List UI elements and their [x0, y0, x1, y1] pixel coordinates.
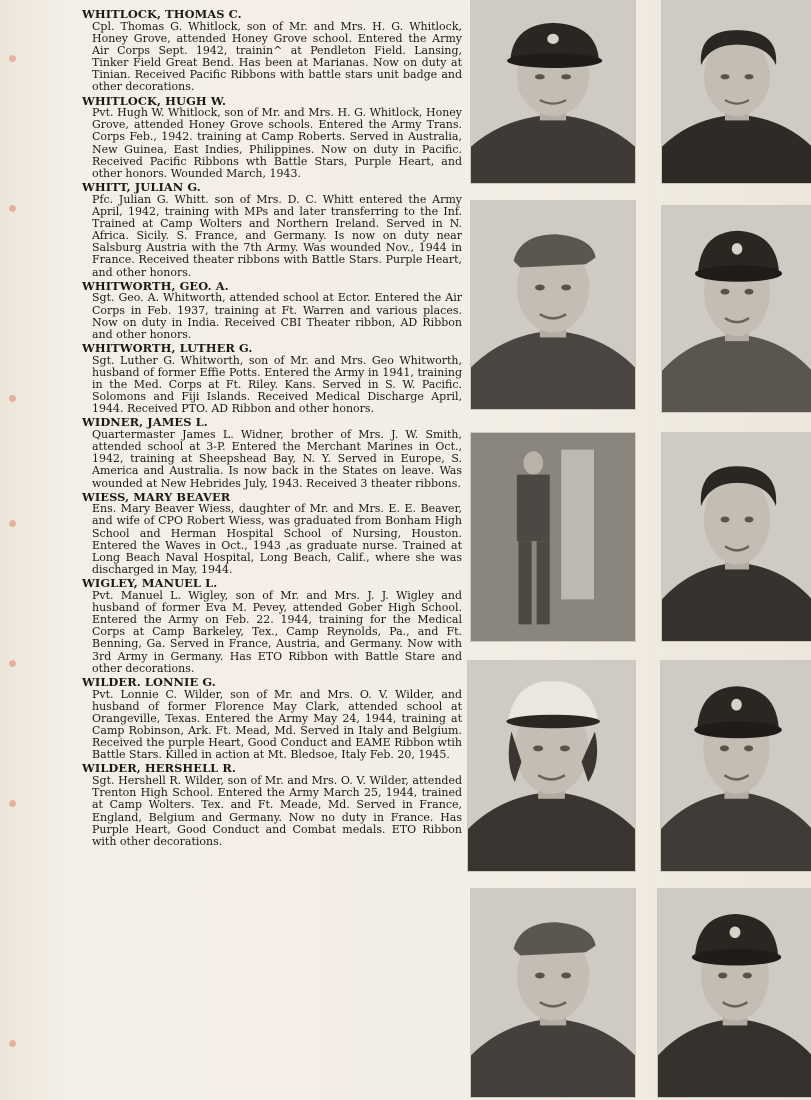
entry-text: Quartermaster James L. Widner, brother of Mrs. J. W. Smith, attended school at 3-P. Entered the Merchant Marines in Oct., 1942, training at Sheepshead Bay, N. Y. Served in Europe, S. America and Australia. Is now back in the States on leave. Was wounded at New Hebrides July, 1943. Received 3 theater ribbons.	[92, 427, 462, 490]
cap-insignia-shape	[731, 699, 742, 711]
entry-text: Pvt. Hugh W. Whitlock, son of Mr. and Mrs. H. G. Whitlock, Honey Grove, attended Honey Grove schools. Entered the Army Trans. Corps Feb., 1942. training at Camp Roberts. Served in Australia, New Guinea, East Indies, Philippines. Now on duty in Pacific. Received Pacific Ribbons wth Battle Stars, Purple Heart, and other honors. Wounded March, 1943.	[92, 106, 462, 180]
eye-shape	[721, 74, 730, 79]
head-shape	[523, 451, 543, 474]
portrait-whitt-julian	[470, 200, 636, 410]
biography-column	[82, 8, 462, 849]
nurse-cap-band-shape	[506, 715, 600, 728]
punch-hole	[9, 660, 16, 667]
cap-brim-shape	[692, 949, 781, 966]
eye-shape	[561, 74, 571, 79]
cap-brim-shape	[507, 53, 602, 68]
entry-text: Sgt. Luther G. Whitworth, son of Mr. and Mrs. Geo Whitworth, husband of former Effie Potts. Entered the Army in 1941, training in the Med. Corps at Ft. Riley. Kans. Served in S. W. Pacific. Solomons and Fiji Islands. Received Medical Discharge April, 1944. Received PTO. AD Ribbon and other honors.	[92, 353, 462, 416]
eye-shape	[535, 285, 545, 291]
portrait-image	[471, 1, 635, 183]
portrait-wigley-manuel	[660, 660, 811, 872]
portrait-image	[662, 433, 811, 641]
eye-shape	[560, 745, 570, 751]
entry-name: WHITLOCK, THOMAS C.	[82, 7, 242, 21]
entry-name: WILDER, HERSHELL R.	[82, 761, 236, 776]
portrait-wilder-hershell	[657, 888, 811, 1098]
eye-shape	[720, 745, 729, 751]
photo-background	[471, 433, 635, 641]
entry-whitworth-luther	[82, 342, 462, 415]
entry-whitt-julian	[82, 181, 462, 279]
cap-insignia-shape	[547, 34, 558, 44]
entry-name: WIDNER, JAMES L.	[82, 415, 208, 430]
entry-wigley-manuel	[82, 577, 462, 675]
portrait-image	[661, 661, 811, 871]
portrait-wiess-mary	[467, 660, 636, 872]
cap-brim-shape	[694, 721, 782, 738]
portrait-wilder-lonnie	[470, 888, 636, 1098]
entry-text: Ens. Mary Beaver Wiess, daughter of Mr. and Mrs. E. E. Beaver, and wife of CPO Robert Wiess, was graduated from Bonham High School and Herman Hospital School of Nursing, Houston. Entered the Waves in Oct., 1943 ,as graduate nurse. Trained at Long Beach Naval Hospital, Long Beach, Calif., where she was discharged in May, 1944.	[92, 502, 462, 577]
portrait-whitworth-luther	[470, 432, 636, 642]
entry-name: WIESS, MARY BEAVER	[82, 489, 231, 504]
eye-shape	[535, 74, 545, 79]
eye-shape	[721, 517, 730, 523]
entry-text: Cpl. Thomas G. Whitlock, son of Mr. and Mrs. H. G. Whitlock, Honey Grove, attended Honey Grove school. Entered the Army Air Corps Sept. 1942, trainin^ at Pendleton Field. Lansing, Tinker Field Great Bend. Has been at Marianas. Now on duty at Tinian. Received Pacific Ribbons with battle stars unit badge and other decorations.	[92, 19, 462, 94]
entry-name: WHITWORTH, GEO. A.	[82, 278, 229, 293]
punch-hole	[9, 205, 16, 212]
cap-insignia-shape	[732, 243, 743, 255]
entry-text: Pvt. Lonnie C. Wilder, son of Mr. and Mrs. O. V. Wilder, and husband of former Florence May Clark, attended school at Orangeville, Texas. Entered the Army May 24, 1944, training at Camp Robinson, Ark. Ft. Mead, Md. Served in Italy and Belgium. Received the purple Heart, Good Conduct and EAME Ribbon wtih Battle Stars. Killed in action at Mt. Bledsoe, Italy Feb. 20, 1945.	[92, 687, 462, 762]
eye-shape	[743, 973, 752, 979]
entry-text: Pfc. Julian G. Whitt. son of Mrs. D. C. Whitt entered the Army April, 1942, training with MPs and later transferring to the Inf. Trained at Camp Wolters and Northern Ireland. Served in N. Africa. Sicily. S. France, and Germany. Is now on duty near Salsburg Austria with the 7th Army. Was wounded Nov., 1944 in France. Received theater ribbons with Battle Stars. Purple Heart, and other honors.	[92, 192, 462, 279]
entry-wilder-lonnie	[82, 676, 462, 762]
entry-name: WHITWORTH, LUTHER G.	[82, 340, 253, 355]
trellis-shape	[561, 450, 594, 600]
portrait-image	[471, 201, 635, 409]
entry-whitworth-geo	[82, 280, 462, 341]
entry-widner-james	[82, 416, 462, 489]
entry-text: Sgt. Geo. A. Whitworth, attended school at Ector. Entered the Air Corps in Feb. 1937, training at Ft. Warren and various places. Now on duty in India. Received CBI Theater ribbon, AD Ribbon and other honors.	[92, 291, 462, 341]
entry-text: Sgt. Hershell R. Wilder, son of Mr. and Mrs. O. V. Wilder, attended Trenton High School. Entered the Army March 25, 1944, trained at Camp Wolters. Tex. and Ft. Meade, Md. Served in France, England, Belgium and Germany. Now no duty in France. Has Purple Heart, Good Conduct and Combat medals. ETO Ribbon with other decorations.	[92, 774, 462, 848]
portrait-image	[471, 889, 635, 1097]
punch-hole	[9, 55, 16, 62]
leg-shape	[519, 541, 532, 624]
portrait-image	[471, 433, 635, 641]
eye-shape	[535, 973, 545, 979]
entry-wilder-hershell	[82, 762, 462, 848]
eye-shape	[533, 745, 543, 751]
portrait-image	[662, 1, 811, 183]
entry-name: WILDER. LONNIE G.	[82, 674, 216, 689]
portrait-image	[662, 206, 811, 412]
entry-text: Pvt. Manuel L. Wigley, son of Mr. and Mrs. J. J. Wigley and husband of former Eva M. Pevey, attended Gober High School. Entered the Army on Feb. 22. 1944, training for the Medical Corps at Camp Barkeley, Tex., Camp Reynolds, Pa., and Ft. Benning, Ga. Served in France, Austria, and Germany. Now with 3rd Army in Germany. Has ETO Ribbon with Battle Stare and other decorations.	[92, 588, 462, 675]
eye-shape	[561, 285, 571, 291]
eye-shape	[721, 289, 730, 295]
eye-shape	[745, 517, 754, 523]
eye-shape	[745, 74, 754, 79]
body-shape	[517, 475, 550, 542]
entry-name: WHITT, JULIAN G.	[82, 180, 201, 195]
portrait-whitworth-geo	[661, 205, 811, 413]
cap-brim-shape	[695, 265, 782, 281]
entry-wiess-mary	[82, 491, 462, 577]
portrait-widner-james	[661, 432, 811, 642]
eye-shape	[718, 973, 727, 979]
punch-hole	[9, 520, 16, 527]
portrait-image	[658, 889, 811, 1097]
portrait-image	[468, 661, 635, 871]
entry-name: WHITLOCK, HUGH W.	[82, 93, 227, 108]
portrait-whitlock-thomas	[470, 0, 636, 184]
punch-hole	[9, 800, 16, 807]
leg-shape	[537, 541, 550, 624]
eye-shape	[744, 745, 753, 751]
entry-whitlock-thomas	[82, 8, 462, 94]
eye-shape	[561, 973, 571, 979]
entry-whitlock-hugh	[82, 95, 462, 181]
entry-name: WIGLEY, MANUEL L.	[82, 576, 218, 591]
cap-insignia-shape	[730, 926, 741, 938]
punch-hole	[9, 1040, 16, 1047]
punch-hole	[9, 395, 16, 402]
portrait-whitlock-hugh	[661, 0, 811, 184]
eye-shape	[745, 289, 754, 295]
